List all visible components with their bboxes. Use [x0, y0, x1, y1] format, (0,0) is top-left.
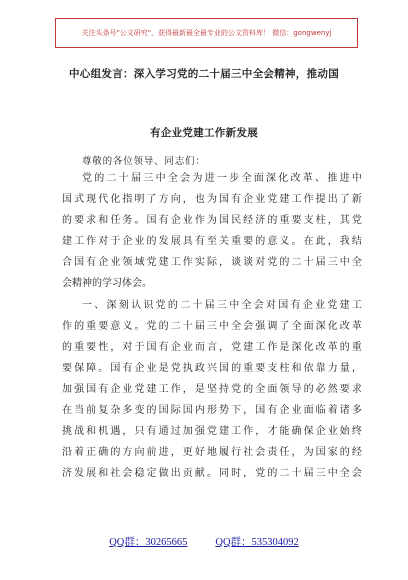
- header-notice-text: 关注头条号"公文研究"，获得最新最全最专业的公文资料库！ 微信：gongwenyj: [81, 29, 332, 37]
- body-line: 党 的 二 十 届 三 中 全 会 为 进 一 步 全 面 深 化 改 革 、 推 进 中: [82, 173, 362, 184]
- document-title-line-2: 有企业党建工作新发展: [150, 127, 258, 139]
- qq-group-link-2[interactable]: QQ群：535304092: [215, 537, 299, 548]
- document-body: [62, 168, 362, 484]
- body-line: 合 国 有 企 业 领 域 党 建 工 作 实 际 ， 谈 谈 对 党 的 二 十 届 三 中 全: [62, 257, 362, 269]
- salutation: 尊敬的各位领导、同志们：: [82, 156, 206, 167]
- qq-group-link-1[interactable]: QQ群：30265665: [109, 537, 188, 548]
- body-line: 要 保 障 。 国 有 企 业 是 党 执 政 兴 国 的 重 要 支 柱 和 依 靠 力 量 ，: [62, 362, 362, 374]
- body-line: 的 重 要 性 ， 对 于 国 有 企 业 而 言 ， 党 建 工 作 是 深 化 改 革 的 重: [62, 341, 362, 353]
- body-line: 在 当 前 复 杂 多 变 的 国 际 国 内 形 势 下 ， 国 有 企 业 面 临 着 诸 多: [62, 405, 362, 417]
- document-title-line-1: 中心组发言：深入学习党的二十届三中全会精神，推动国: [69, 68, 339, 80]
- header-notice-box: [55, 18, 358, 48]
- body-line: 沿 着 正 确 的 方 向 前 进 ， 更 好 地 履 行 社 会 责 任 ， 为 国 家 的 经: [62, 447, 362, 459]
- footer: [0, 534, 408, 549]
- body-line: 建 工 作 对 于 企 业 的 发 展 具 有 至 关 重 要 的 意 义 。 在 此 ， 我 结: [62, 236, 362, 248]
- body-line: 一 、 深 刻 认 识 党 的 二 十 届 三 中 全 会 对 国 有 企 业 党 建 工: [82, 299, 362, 311]
- body-line: 济 发 展 和 社 会 稳 定 做 出 贡 献 。 同 时 ， 党 的 二 十 届 三 中 全 会: [62, 468, 362, 480]
- body-line: 会精神的学习体会。: [62, 278, 152, 290]
- body-line: 加 强 国 有 企 业 党 建 工 作 ， 是 坚 持 党 的 全 面 领 导 的 必 然 要 求: [62, 383, 362, 395]
- body-line: 的 要 求 和 任 务 。 国 有 企 业 作 为 国 民 经 济 的 重 要 支 柱 ， 其 党: [62, 215, 362, 227]
- body-line: 国 式 现 代 化 指 明 了 方 向 ， 也 为 国 有 企 业 党 建 工 作 提 出 了 新: [62, 194, 362, 206]
- body-line: 作 的 重 要 意 义 。 党 的 二 十 届 三 中 全 会 强 调 了 全 面 深 化 改 革: [62, 320, 362, 332]
- body-line: 挑 战 和 机 遇 ， 只 有 通 过 加 强 党 建 工 作 ， 才 能 确 保 企 业 始 终: [62, 426, 362, 438]
